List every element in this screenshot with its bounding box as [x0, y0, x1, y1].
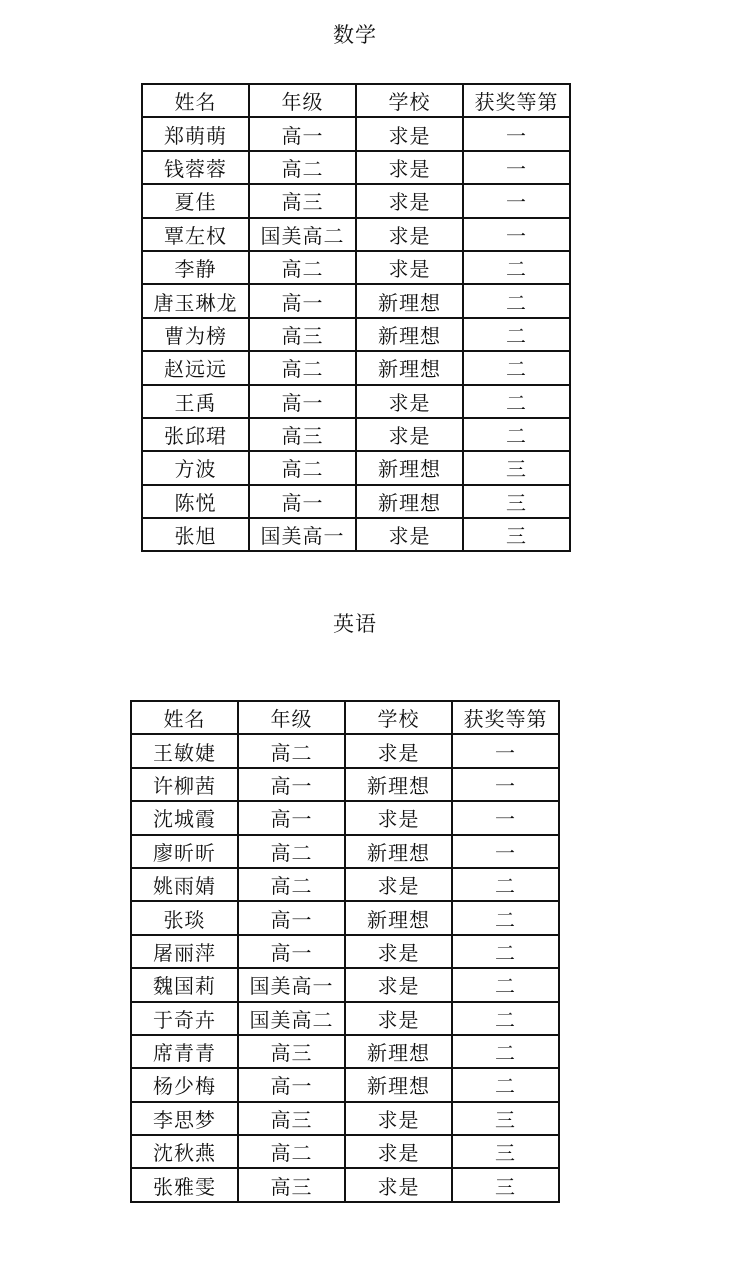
- math-awards-table: [141, 83, 571, 552]
- cell-award-level: 二: [463, 351, 570, 384]
- cell-name: 李思梦: [131, 1102, 238, 1135]
- cell-grade: 高三: [249, 184, 356, 217]
- cell-school: 新理想: [356, 485, 463, 518]
- cell-award-level: 三: [463, 485, 570, 518]
- english-section-title: 英语: [333, 612, 377, 636]
- table-row: [142, 351, 570, 384]
- cell-school: 求是: [345, 801, 452, 834]
- cell-grade: 高一: [238, 935, 345, 968]
- table-row: [142, 251, 570, 284]
- cell-grade: 高一: [249, 485, 356, 518]
- cell-name: 廖昕昕: [131, 835, 238, 868]
- cell-award-level: 二: [452, 1035, 559, 1068]
- cell-grade: 高二: [238, 734, 345, 767]
- cell-name: 于奇卉: [131, 1002, 238, 1035]
- cell-name: 张邱珺: [142, 418, 249, 451]
- table-row: [142, 151, 570, 184]
- cell-name: 郑萌萌: [142, 117, 249, 150]
- cell-grade: 高三: [238, 1035, 345, 1068]
- cell-school: 求是: [356, 418, 463, 451]
- math-table-body: [142, 117, 570, 551]
- cell-name: 张琰: [131, 901, 238, 934]
- cell-award-level: 二: [463, 284, 570, 317]
- cell-award-level: 二: [452, 868, 559, 901]
- cell-school: 新理想: [356, 284, 463, 317]
- cell-grade: 高三: [238, 1102, 345, 1135]
- cell-school: 求是: [345, 1135, 452, 1168]
- cell-name: 覃左权: [142, 218, 249, 251]
- cell-name: 张雅雯: [131, 1168, 238, 1201]
- cell-grade: 高二: [249, 251, 356, 284]
- cell-award-level: 二: [452, 935, 559, 968]
- cell-name: 沈城霞: [131, 801, 238, 834]
- table-row: [131, 1102, 559, 1135]
- cell-award-level: 二: [463, 385, 570, 418]
- english-awards-table: [130, 700, 560, 1203]
- cell-school: 新理想: [356, 351, 463, 384]
- table-row: [131, 768, 559, 801]
- table-row: [142, 284, 570, 317]
- cell-name: 赵远远: [142, 351, 249, 384]
- cell-name: 许柳茜: [131, 768, 238, 801]
- cell-school: 求是: [356, 184, 463, 217]
- cell-school: 求是: [356, 117, 463, 150]
- table-row: [142, 451, 570, 484]
- cell-name: 曹为榜: [142, 318, 249, 351]
- table-row: [131, 901, 559, 934]
- math-section-title: 数学: [333, 23, 377, 47]
- cell-school: 求是: [345, 968, 452, 1001]
- header-school: 学校: [345, 701, 452, 734]
- cell-name: 沈秋燕: [131, 1135, 238, 1168]
- table-row: [142, 318, 570, 351]
- header-award-level: 获奖等第: [463, 84, 570, 117]
- cell-school: 新理想: [345, 1068, 452, 1101]
- cell-award-level: 二: [452, 968, 559, 1001]
- cell-school: 新理想: [356, 451, 463, 484]
- table-row: [142, 485, 570, 518]
- cell-grade: 高三: [249, 418, 356, 451]
- cell-grade: 国美高二: [249, 218, 356, 251]
- table-row: [142, 518, 570, 551]
- header-grade: 年级: [238, 701, 345, 734]
- cell-award-level: 三: [452, 1102, 559, 1135]
- table-row: [131, 935, 559, 968]
- table-row: [131, 1002, 559, 1035]
- table-row: [142, 117, 570, 150]
- cell-name: 夏佳: [142, 184, 249, 217]
- cell-award-level: 三: [463, 518, 570, 551]
- cell-grade: 高三: [238, 1168, 345, 1201]
- cell-name: 姚雨婧: [131, 868, 238, 901]
- english-table-body: [131, 734, 559, 1201]
- cell-school: 求是: [356, 518, 463, 551]
- cell-award-level: 一: [452, 835, 559, 868]
- cell-name: 钱蓉蓉: [142, 151, 249, 184]
- table-row: [142, 184, 570, 217]
- cell-grade: 高一: [238, 768, 345, 801]
- cell-name: 魏国莉: [131, 968, 238, 1001]
- cell-name: 张旭: [142, 518, 249, 551]
- table-header-row: [142, 84, 570, 117]
- cell-school: 求是: [345, 734, 452, 767]
- table-row: [142, 385, 570, 418]
- cell-grade: 高一: [238, 801, 345, 834]
- header-school: 学校: [356, 84, 463, 117]
- cell-award-level: 二: [463, 251, 570, 284]
- cell-grade: 高三: [249, 318, 356, 351]
- cell-grade: 高一: [249, 385, 356, 418]
- table-row: [131, 1168, 559, 1201]
- cell-grade: 国美高二: [238, 1002, 345, 1035]
- cell-name: 王禹: [142, 385, 249, 418]
- cell-award-level: 二: [463, 318, 570, 351]
- cell-name: 王敏婕: [131, 734, 238, 767]
- cell-award-level: 一: [463, 151, 570, 184]
- cell-school: 求是: [356, 151, 463, 184]
- cell-name: 屠丽萍: [131, 935, 238, 968]
- table-row: [142, 418, 570, 451]
- cell-grade: 高一: [249, 284, 356, 317]
- table-row: [131, 1035, 559, 1068]
- cell-grade: 高二: [249, 351, 356, 384]
- table-row: [142, 218, 570, 251]
- cell-grade: 高二: [249, 451, 356, 484]
- cell-grade: 国美高一: [249, 518, 356, 551]
- cell-school: 新理想: [345, 835, 452, 868]
- cell-award-level: 一: [452, 734, 559, 767]
- cell-grade: 高一: [249, 117, 356, 150]
- cell-name: 席青青: [131, 1035, 238, 1068]
- cell-award-level: 三: [463, 451, 570, 484]
- cell-school: 新理想: [345, 901, 452, 934]
- header-grade: 年级: [249, 84, 356, 117]
- cell-school: 求是: [356, 251, 463, 284]
- header-name: 姓名: [131, 701, 238, 734]
- table-row: [131, 1135, 559, 1168]
- header-name: 姓名: [142, 84, 249, 117]
- cell-grade: 高二: [238, 1135, 345, 1168]
- cell-school: 新理想: [345, 1035, 452, 1068]
- cell-name: 杨少梅: [131, 1068, 238, 1101]
- cell-award-level: 一: [452, 801, 559, 834]
- table-row: [131, 835, 559, 868]
- table-row: [131, 968, 559, 1001]
- table-row: [131, 1068, 559, 1101]
- cell-school: 求是: [356, 218, 463, 251]
- cell-name: 方波: [142, 451, 249, 484]
- cell-award-level: 一: [463, 117, 570, 150]
- table-row: [131, 868, 559, 901]
- cell-school: 求是: [345, 1168, 452, 1201]
- cell-award-level: 三: [452, 1168, 559, 1201]
- table-row: [131, 801, 559, 834]
- cell-school: 新理想: [356, 318, 463, 351]
- cell-grade: 高二: [249, 151, 356, 184]
- cell-grade: 高一: [238, 1068, 345, 1101]
- cell-school: 求是: [345, 868, 452, 901]
- cell-award-level: 二: [452, 1002, 559, 1035]
- cell-school: 求是: [345, 1102, 452, 1135]
- cell-school: 新理想: [345, 768, 452, 801]
- cell-school: 求是: [345, 935, 452, 968]
- cell-award-level: 三: [452, 1135, 559, 1168]
- table-row: [131, 734, 559, 767]
- cell-name: 李静: [142, 251, 249, 284]
- cell-name: 唐玉琳龙: [142, 284, 249, 317]
- cell-school: 求是: [345, 1002, 452, 1035]
- cell-grade: 高二: [238, 835, 345, 868]
- cell-award-level: 一: [463, 184, 570, 217]
- cell-grade: 国美高一: [238, 968, 345, 1001]
- cell-grade: 高一: [238, 901, 345, 934]
- table-header-row: [131, 701, 559, 734]
- header-award-level: 获奖等第: [452, 701, 559, 734]
- cell-award-level: 一: [452, 768, 559, 801]
- cell-award-level: 二: [452, 1068, 559, 1101]
- cell-award-level: 一: [463, 218, 570, 251]
- cell-award-level: 二: [452, 901, 559, 934]
- cell-school: 求是: [356, 385, 463, 418]
- cell-name: 陈悦: [142, 485, 249, 518]
- cell-award-level: 二: [463, 418, 570, 451]
- cell-grade: 高二: [238, 868, 345, 901]
